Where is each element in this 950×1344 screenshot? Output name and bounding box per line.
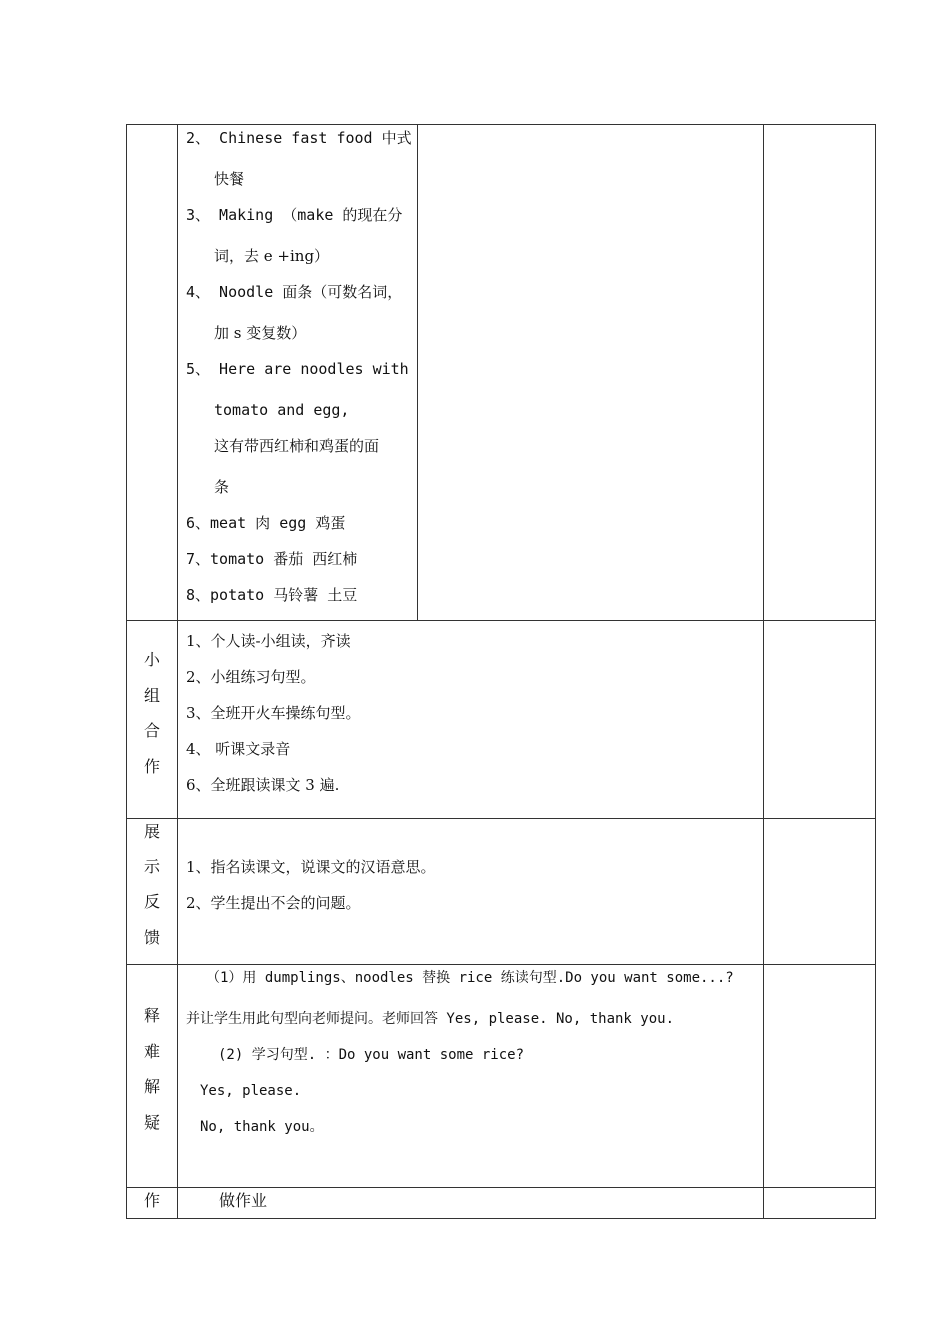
- section-label-char: 反: [143, 892, 160, 911]
- homework-label: 作: [143, 1191, 160, 1210]
- vocab-line: 这有带西红柿和鸡蛋的面: [214, 437, 380, 455]
- activity-line: 4、 听课文录音: [186, 740, 291, 758]
- activity-line: (2) 学习句型. ：Do you want some rice?: [218, 1047, 525, 1063]
- section-label-char: 解: [143, 1077, 160, 1096]
- activity-line: 1、个人读-小组读，齐读: [186, 632, 351, 650]
- vocab-line: 加 s 变复数）: [214, 324, 307, 342]
- vocab-line: 条: [214, 478, 230, 496]
- activity-line: No, thank you。: [200, 1119, 324, 1135]
- column-divider: [177, 124, 178, 1219]
- section-label-char: 作: [143, 757, 160, 776]
- table-border-right: [875, 124, 876, 1219]
- vocab-line: 3、 Making （make 的现在分: [186, 206, 403, 224]
- activity-line: Yes, please.: [200, 1083, 302, 1099]
- section-label-char: 组: [143, 686, 160, 705]
- activity-line: 2、学生提出不会的问题。: [186, 894, 361, 912]
- section-label-char: 小: [143, 650, 160, 669]
- vocab-line: 5、 Here are noodles with: [186, 360, 409, 378]
- vocab-line: 6、meat 肉 egg 鸡蛋: [186, 514, 346, 532]
- vocab-line: 词，去 e +ing）: [214, 247, 330, 265]
- homework-text: 做作业: [219, 1191, 268, 1210]
- vocab-line: tomato and egg,: [214, 401, 350, 419]
- section-label-char: 疑: [143, 1113, 160, 1132]
- column-divider: [763, 124, 764, 1219]
- section-label-char: 难: [143, 1042, 160, 1061]
- vocab-line: 快餐: [214, 170, 245, 188]
- activity-line: 2、小组练习句型。: [186, 668, 316, 686]
- section-label-char: 示: [143, 857, 160, 876]
- activity-line: 3、全班开火车操练句型。: [186, 704, 361, 722]
- section-label-char: 合: [143, 721, 160, 740]
- activity-line: 6、全班跟读课文 3 遍.: [186, 776, 340, 794]
- activity-line: 1、指名读课文，说课文的汉语意思。: [186, 858, 436, 876]
- section-label-char: 释: [143, 1006, 160, 1025]
- vocab-line: 7、tomato 番茄 西红柿: [186, 550, 358, 568]
- column-divider: [417, 124, 418, 621]
- activity-line: （1）用 dumplings、noodles 替换 rice 练读句型.Do you want some...?: [206, 970, 734, 986]
- vocab-line: 4、 Noodle 面条（可数名词，: [186, 283, 403, 301]
- section-label-char: 展: [143, 822, 160, 841]
- vocab-line: 8、potato 马铃薯 土豆: [186, 586, 358, 604]
- vocab-line: 2、 Chinese fast food 中式: [186, 129, 412, 147]
- activity-line: 并让学生用此句型向老师提问。老师回答 Yes, please. No, thank you.: [186, 1011, 675, 1027]
- section-label-char: 馈: [143, 928, 160, 947]
